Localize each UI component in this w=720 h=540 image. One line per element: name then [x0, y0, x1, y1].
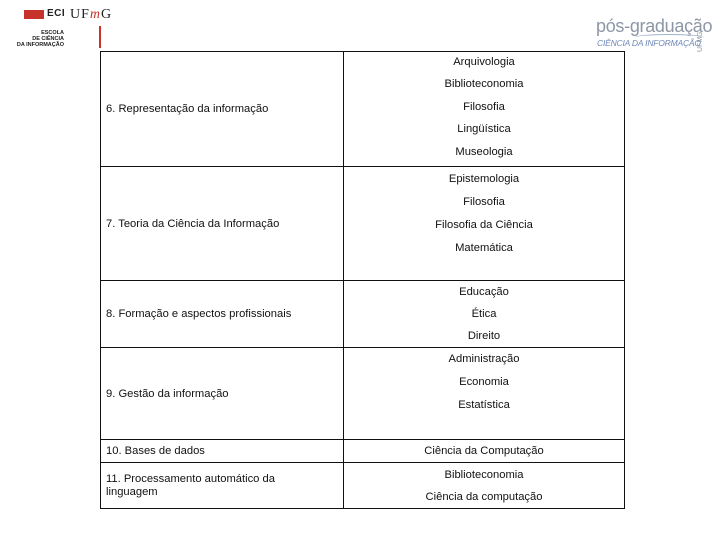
discipline: Matemática [455, 242, 513, 254]
ufmg-logo [70, 7, 112, 23]
disciplines-cell [344, 52, 625, 167]
discipline: Museologia [455, 145, 513, 158]
area-cell: 6. Representação da informação [101, 52, 344, 167]
area-cell: 11. Processamento automático da linguagem [101, 463, 344, 509]
disciplines-cell [344, 281, 625, 348]
discipline: Economia [459, 376, 509, 388]
disciplines-cell [344, 440, 625, 463]
areas-table [100, 51, 625, 509]
discipline: Biblioteconomia [444, 78, 524, 91]
disciplines-cell [344, 348, 625, 440]
discipline: Ética [471, 308, 497, 320]
red-divider [99, 26, 101, 48]
discipline: Arquivologia [453, 55, 515, 68]
table-row [101, 348, 625, 440]
discipline: Biblioteconomia [444, 468, 524, 481]
eci-abbrev: ECI [47, 8, 66, 19]
area-cell: 8. Formação e aspectos profissionais [101, 281, 344, 348]
discipline: Ciência da Computação [424, 445, 544, 457]
discipline: Administração [448, 353, 520, 365]
table-row [101, 281, 625, 348]
area-cell: 10. Bases de dados [101, 440, 344, 463]
table-row [101, 463, 625, 509]
discipline: Estatística [458, 399, 510, 411]
disciplines-cell [344, 167, 625, 281]
discipline: Ciência da computação [425, 490, 543, 503]
table-row [101, 167, 625, 281]
eci-name-line-2: DE CIÊNCIA [32, 36, 64, 42]
eci-name-line-3: DA INFORMAÇÃO [16, 42, 64, 48]
disciplines-cell [344, 463, 625, 509]
eci-logo [14, 8, 74, 58]
program-ufmg: UFMG [697, 31, 704, 52]
discipline: Educação [459, 286, 509, 298]
discipline: Direito [467, 330, 501, 342]
eci-red-bar [24, 10, 44, 19]
discipline: Filosofia [463, 100, 505, 113]
ufmg-m: m [89, 7, 102, 22]
area-cell: 9. Gestão da informação [101, 348, 344, 440]
program-subtitle: CIÊNCIA DA INFORMAÇÃO [597, 38, 701, 48]
ufmg-pre: UF [70, 7, 90, 22]
eci-name-line-1: ESCOLA [41, 30, 64, 36]
discipline: Epistemologia [448, 173, 520, 185]
ufmg-post: G [101, 7, 113, 22]
program-title: pós-graduação [596, 16, 713, 36]
discipline: Filosofia da Ciência [435, 219, 533, 231]
table-row [101, 52, 625, 167]
eci-name [14, 30, 64, 48]
discipline: Lingüística [457, 123, 511, 136]
area-cell: 7. Teoria da Ciência da Informação [101, 167, 344, 281]
discipline: Filosofia [463, 196, 505, 208]
table-row [101, 440, 625, 463]
